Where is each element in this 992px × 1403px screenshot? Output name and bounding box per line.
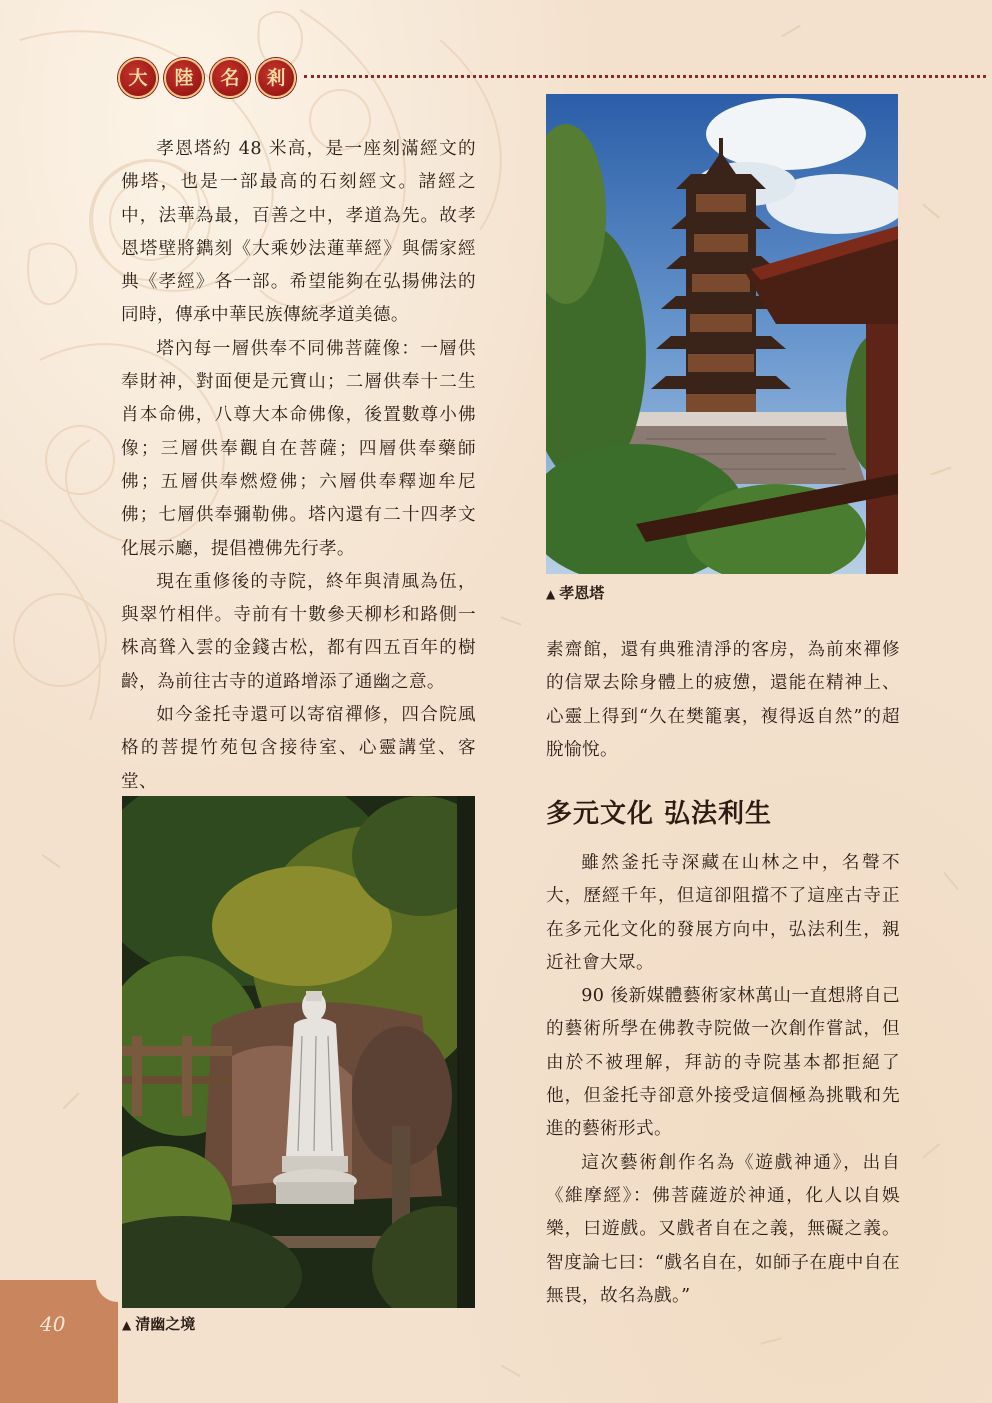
right-article-column xyxy=(546,847,900,1313)
right-article-continuation xyxy=(546,634,900,767)
paragraph: 雖然釜托寺深藏在山林之中，名聲不大，歷經千年，但這卻阻擋不了這座古寺正在多元化文化的發展方向中，弘法利生，親近社會大眾。 xyxy=(546,853,900,973)
caption-text: 清幽之境 xyxy=(135,1315,196,1333)
statue-caption xyxy=(122,1313,195,1334)
paragraph: 塔內每一層供奉不同佛菩薩像：一層供奉財神，對面便是元寶山；二層供奉十二生肖本命佛，八尊大本命佛像，後置數尊小佛像；三層供奉觀自在菩薩；四層供奉藥師佛；五層供奉燃燈佛；六層供奉釋迦牟尼佛；七層供奉彌勒佛。塔內還有二十四孝文化展示廳，提倡禮佛先行孝。 xyxy=(121,338,476,559)
header-badge: 大 xyxy=(118,58,158,98)
section-heading: 多元文化 弘法利生 xyxy=(546,799,773,829)
paragraph: 這次藝術創作名為《遊戲神通》，出自《維摩經》：佛菩薩遊於神通，化人以自娛樂，曰遊戲。又戲者自在之義，無礙之義。智度論七曰：“戲名自在，如師子在鹿中自在無畏，故名為戲。” xyxy=(546,1152,900,1306)
header-badge: 剎 xyxy=(256,58,296,98)
paragraph: 現在重修後的寺院，終年與清風為伍，與翠竹相伴。寺前有十數參天柳杉和路側一株高聳入雲的金錢古松，都有四五百年的樹齡，為前往古寺的道路增添了通幽之意。 xyxy=(121,571,476,692)
page-number: 40 xyxy=(40,1312,66,1336)
left-article-column xyxy=(121,133,476,799)
pagoda-caption xyxy=(546,582,604,603)
caption-marker: ▲ xyxy=(546,587,556,601)
paragraph: 孝恩塔約 48 米高，是一座刻滿經文的佛塔，也是一部最高的石刻經文。諸經之中，法華為最，百善之中，孝道為先。故孝恩塔壁將鐫刻《大乘妙法蓮華經》與儒家經典《孝經》各一部。希望能夠在弘揚佛法的同時，傳承中華民族傳統孝道美德。 xyxy=(121,139,476,326)
page-number-tab xyxy=(0,1280,118,1403)
caption-marker: ▲ xyxy=(122,1318,132,1332)
header-badge: 名 xyxy=(210,58,250,98)
section-header xyxy=(118,58,988,98)
header-badge: 陸 xyxy=(164,58,204,98)
paragraph: 如今釜托寺還可以寄宿禪修，四合院風格的菩提竹苑包含接待室、心靈講堂、客堂、 xyxy=(121,705,476,792)
paragraph: 素齋館，還有典雅清淨的客房，為前來禪修的信眾去除身體上的疲憊，還能在精神上、心靈上得到“久在樊籠裏，複得返自然”的超脫愉悅。 xyxy=(546,640,900,760)
guanyin-statue-photo xyxy=(122,796,475,1308)
header-dotted-rule xyxy=(304,75,986,78)
pagoda-photo xyxy=(546,94,898,574)
paragraph: 90 後新媒體藝術家林萬山一直想將自己的藝術所學在佛教寺院做一次創作嘗試，但由於不被理解，拜訪的寺院基本都拒絕了他，但釜托寺卻意外接受這個極為挑戰和先進的藝術形式。 xyxy=(546,986,900,1140)
caption-text: 孝恩塔 xyxy=(559,584,605,602)
